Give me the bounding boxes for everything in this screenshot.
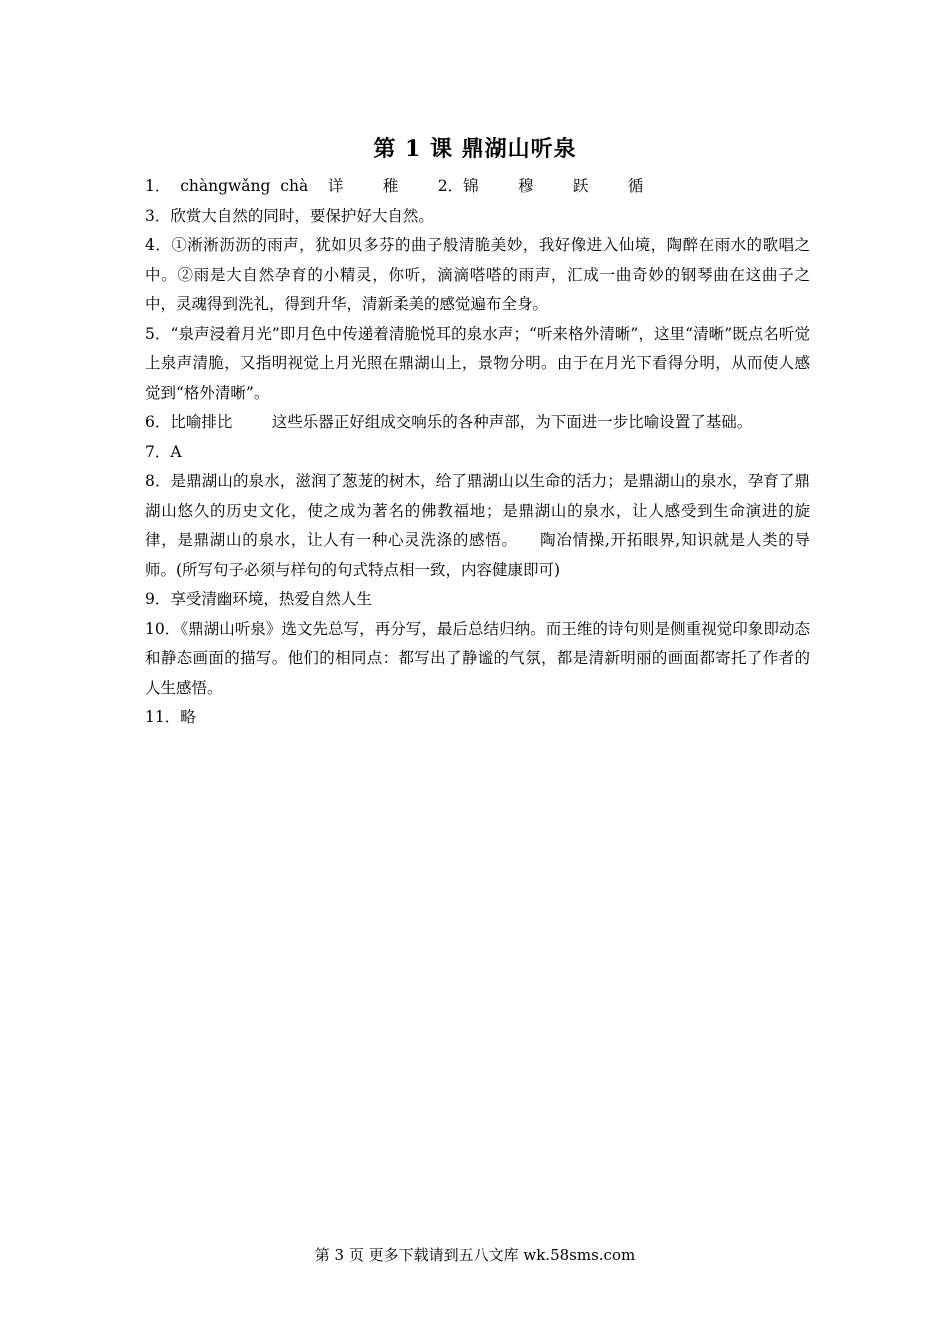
page-footer: 第 3 页 更多下载请到五八文库 wk.58sms.com: [314, 1246, 636, 1264]
answer-10: 10．《鼎湖山听泉》选文先总写，再分写，最后总结归纳。而王维的诗句则是侧重视觉印象即动态和静态画面的描写。他们的相同点：都写出了静谧的气氛，都是清新明丽的画面都寄托了作者的人生感悟。: [145, 619, 810, 697]
answer-9: 9．享受清幽环境，热爱自然人生: [145, 590, 372, 608]
answer-8: 8．是鼎湖山的泉水，滋润了葱茏的树木，给了鼎湖山以生命的活力；是鼎湖山的泉水，孕育了鼎湖山悠久的历史文化，使之成为著名的佛教福地；是鼎湖山的泉水，让人感受到生命演进的旋律，是鼎湖山的泉水，让人有一种心灵洗涤的感悟。 陶冶情操,开拓眼界,知识就是人类的导师。(所写句子必须与样句的句式特点相一致，内容健康即可): [145, 472, 810, 579]
page-title: 第 1 课 鼎湖山听泉: [373, 136, 577, 162]
answer-7: 7．A: [145, 442, 182, 461]
answer-5: 5．“泉声浸着月光”即月色中传递着清脆悦耳的泉水声；“听来格外清晰”，这里“清晰”既点名听觉上泉声清脆，又指明视觉上月光照在鼎湖山上，景物分明。由于在月光下看得分明，从而使人感觉到“格外清晰”。: [145, 324, 810, 402]
answer-11: 11．略: [145, 708, 196, 726]
answer-4: 4．①淅淅沥沥的雨声，犹如贝多芬的曲子般清脆美妙，我好像进入仙境，陶醉在雨水的歌唱之中。②雨是大自然孕育的小精灵，你听，滴滴嗒嗒的雨声，汇成一曲奇妙的钢琴曲在这曲子之中，灵魂得到洗礼，得到升华，清新柔美的感觉遍布全身。: [145, 236, 810, 313]
answer-1: 1． chàngwǎng chà 详 稚 2．锦 穆 跃 循: [145, 177, 644, 195]
answer-6: 6．比喻排比 这些乐器正好组成交响乐的各种声部，为下面进一步比喻设置了基础。: [145, 413, 753, 431]
answer-3: 3．欣赏大自然的同时，要保护好大自然。: [145, 206, 434, 225]
answer-list: [145, 172, 810, 733]
